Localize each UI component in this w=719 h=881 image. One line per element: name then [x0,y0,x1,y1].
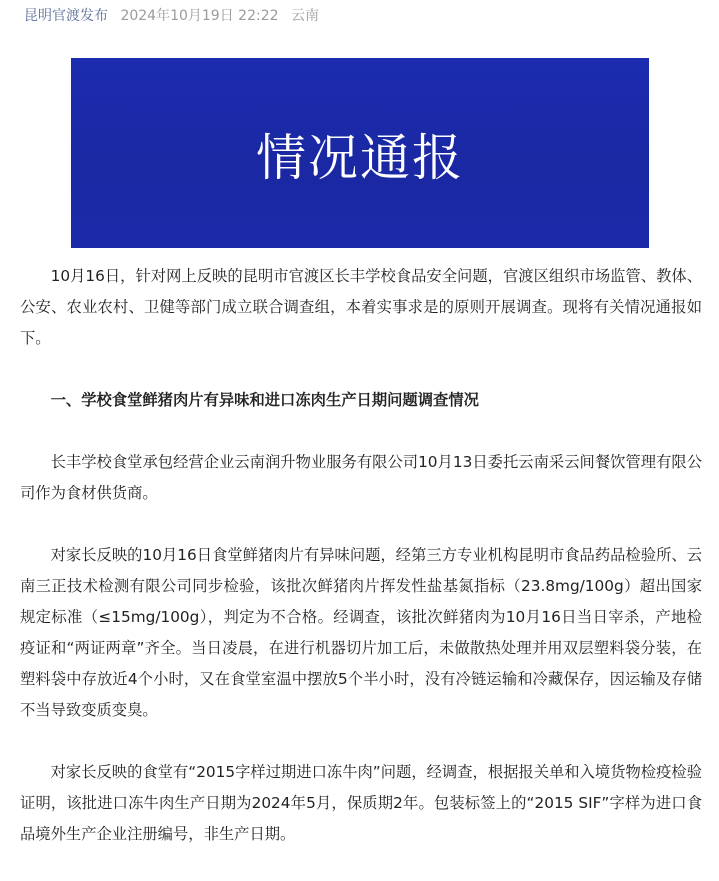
account-name-link[interactable]: 昆明官渡发布 [24,8,108,24]
publish-time: 2024年10月19日 22:22 [120,8,279,24]
publish-location: 云南 [290,8,319,24]
article-body [20,261,702,881]
body-paragraph: 对家长反映的10月16日食堂鲜猪肉片有异味问题，经第三方专业机构昆明市食品药品检验所、云南三正技术检测有限公司同步检验，该批次鲜猪肉片挥发性盐基氮指标（23.8mg/100g）超出国家规定标准（≤15mg/100g），判定为不合格。经调查，该批次鲜猪肉为10月16日当日宰杀，产地检疫证和“两证两章”齐全。当日凌晨，在进行机器切片加工后，未做散热处理并用双层塑料袋分装，在塑料袋中存放近4个小时，又在食堂室温中摆放5个半小时，没有冷链运输和冷藏保存，因运输及存储不当导致变质变臭。 [20,546,702,719]
body-paragraph: 对家长反映的食堂有“2015字样过期进口冻牛肉”问题，经调查，根据报关单和入境货物检疫检验证明，该批进口冻牛肉生产日期为2024年5月，保质期2年。包装标签上的“2015 SIF”字样为进口食品境外生产企业注册编号，非生产日期。 [20,763,702,843]
intro-paragraph: 10月16日，针对网上反映的昆明市官渡区长丰学校食品安全问题，官渡区组织市场监管、教体、公安、农业农村、卫健等部门成立联合调查组，本着实事求是的原则开展调查。现将有关情况通报如下。 [20,267,702,347]
body-paragraph: 长丰学校食堂承包经营企业云南润升物业服务有限公司10月13日委托云南采云间餐饮管理有限公司作为食材供货商。 [20,453,702,502]
banner-title: 情况通报 [256,129,464,187]
article-meta [24,6,319,26]
banner-image [71,58,649,248]
section-heading: 一、学校食堂鲜猪肉片有异味和进口冻肉生产日期问题调查情况 [50,391,479,409]
